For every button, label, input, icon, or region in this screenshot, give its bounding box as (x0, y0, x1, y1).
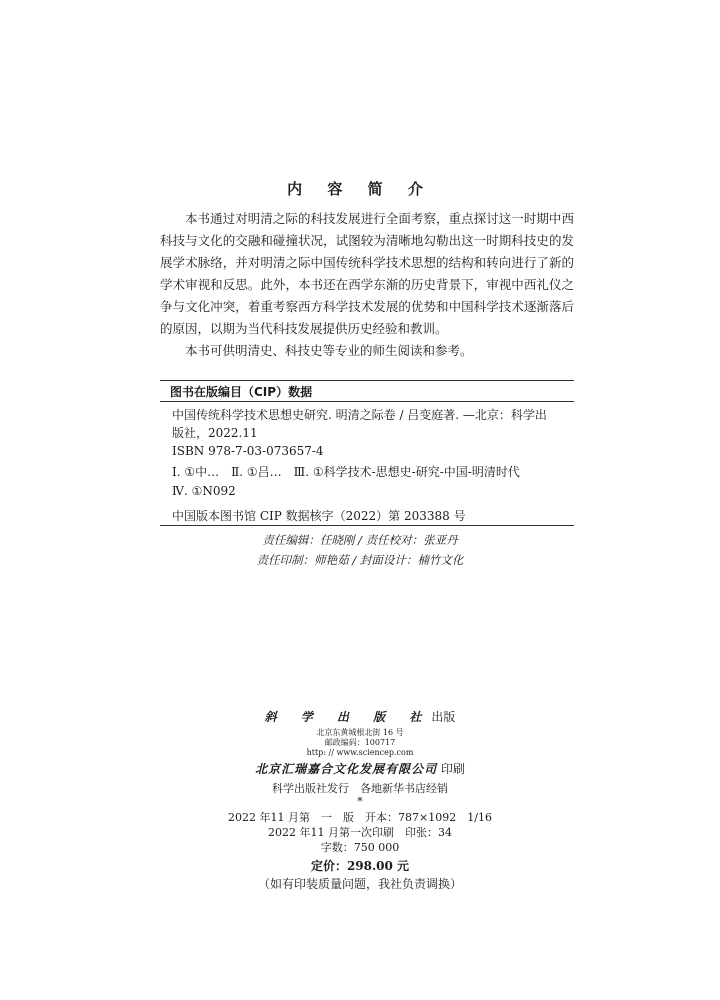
cip-heading-rule (160, 401, 574, 402)
staff-line: 责任编辑：任晓刚 / 责任校对：张亚丹 (262, 533, 458, 547)
distribution-line: 科学出版社发行 各地新华书店经销 (272, 782, 448, 795)
publisher-name: 斜 学 出 版 社 (264, 710, 432, 724)
cip-bottom-rule (160, 525, 574, 526)
publisher-address: 北京东黄城根北街 16 号 (316, 728, 404, 737)
cip-record (160, 406, 574, 460)
word-count: 字数：750 000 (320, 841, 400, 854)
cip-class-line: Ⅳ. ①N092 (172, 484, 236, 498)
intro-paragraph: 本书通过对明清之际的科技发展进行全面考察，重点探讨这一时期中西科技与文化的交融和碰撞状况，试图较为清晰地勾勒出这一时期科技史的发展学术脉络，并对明清之际中国传统科学技术思想的结构和转向进行了新的学术审视和反思。此外，本书还在西学东渐的历史背景下，审视中西礼仪之争与文化冲突，着重考察西方科学技术发展的优势和中国科学技术逐渐落后的原因，以期为当代科技发展提供历史经验和教训。 (160, 211, 574, 336)
intro-body (160, 208, 574, 362)
cip-top-rule (160, 380, 574, 381)
printer-suffix: 印刷 (440, 762, 465, 776)
printer-name: 北京汇瑞嘉合文化发展有限公司 (255, 762, 438, 776)
publisher-line (0, 710, 720, 725)
colophon (0, 710, 720, 892)
cip-classification (172, 463, 574, 501)
publisher-postcode: 邮政编码：100717 (324, 738, 396, 747)
staff-line: 责任印制：师艳茹 / 封面设计：楠竹文化 (256, 553, 464, 567)
separator-star: * (357, 795, 363, 808)
cip-heading: 图书在版编目（CIP）数据 (170, 385, 313, 399)
publisher-suffix: 出版 (431, 710, 456, 724)
cip-isbn: ISBN 978-7-03-073657-4 (172, 444, 324, 458)
price: 定价：298.00 元 (310, 859, 410, 873)
staff-credits (0, 530, 720, 570)
cip-class-line: Ⅰ. ①中… Ⅱ. ①吕… Ⅲ. ①科学技术-思想史-研究-中国-明清时代 (172, 465, 520, 479)
intro-paragraph: 本书可供明清史、科技史等专业的师生阅读和参考。 (185, 343, 473, 358)
cip-check-number: 中国版本图书馆 CIP 数据核字（2022）第 203388 号 (172, 509, 466, 523)
edition-line: 2022 年11 月第 一 版 开本：787×1092 1/16 (228, 811, 492, 824)
print-line: 2022 年11 月第一次印刷 印张：34 (268, 826, 452, 839)
cip-record-line: 版社，2022.11 (172, 426, 258, 440)
publisher-url: http: // www.sciencep.com (306, 748, 414, 757)
printer-line (0, 762, 720, 777)
cip-record-line: 中国传统科学技术思想史研究. 明清之际卷 / 吕变庭著. —北京：科学出 (172, 408, 547, 422)
quality-note: （如有印装质量问题，我社负责调换） (257, 877, 462, 891)
intro-title: 内 容 简 介 (287, 180, 433, 198)
